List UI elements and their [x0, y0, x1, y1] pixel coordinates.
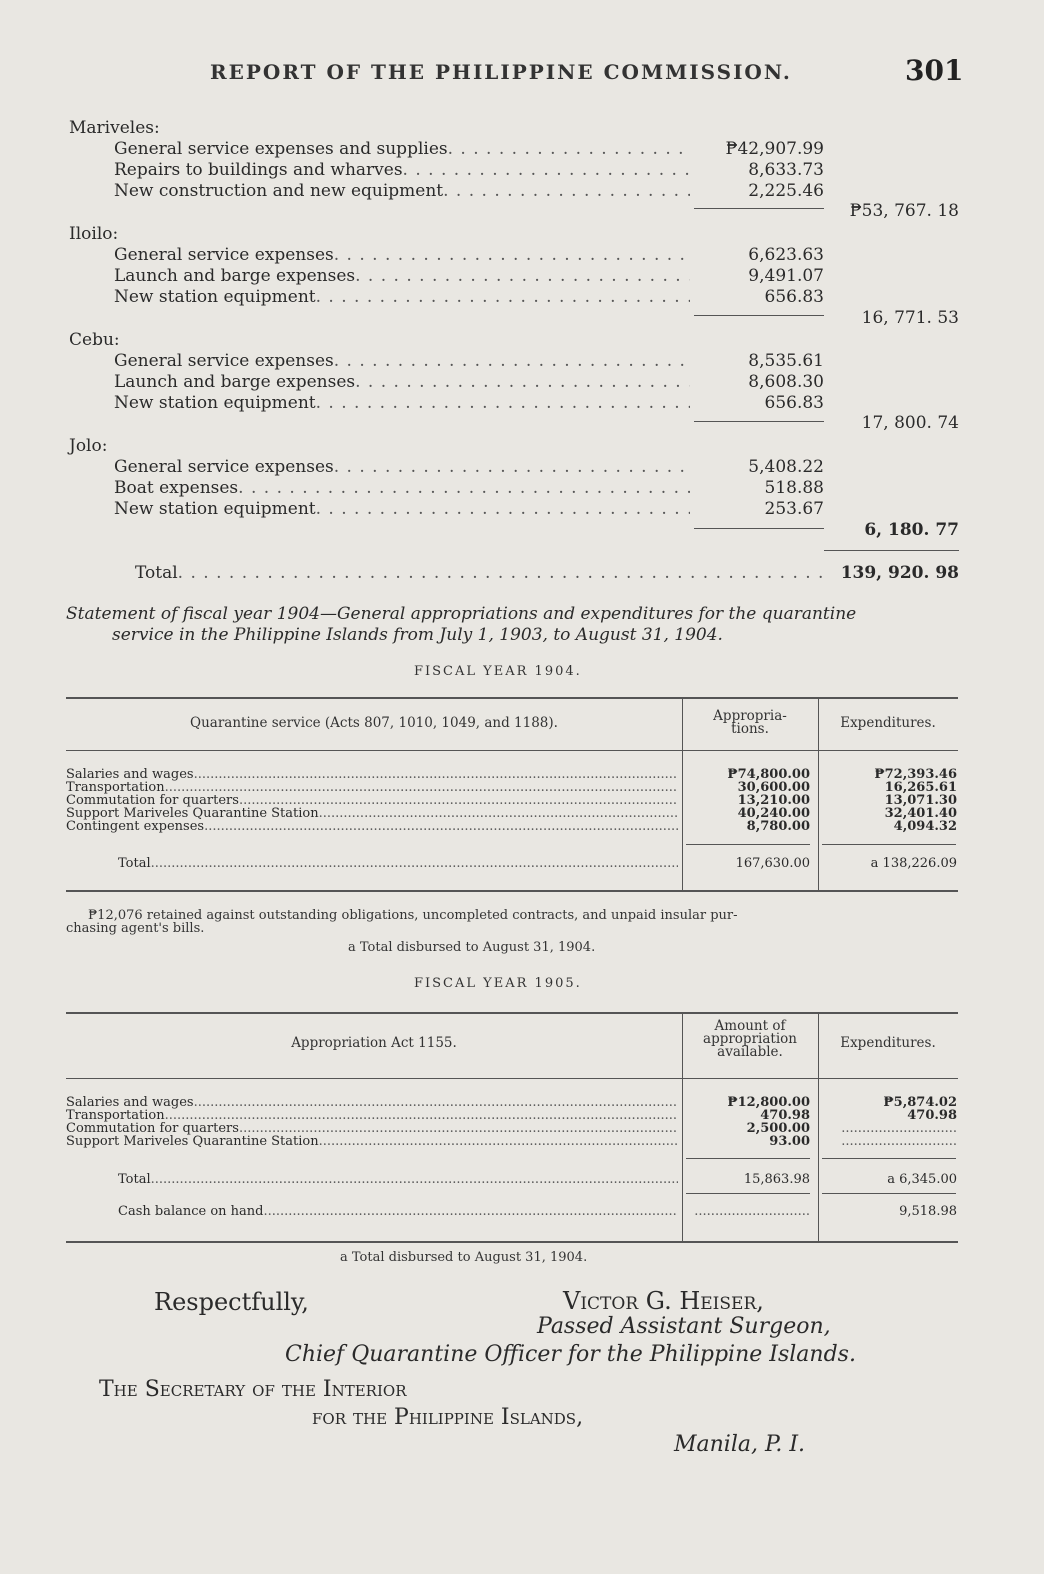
line-item: General service expenses . . . — [114, 457, 690, 477]
group-name: Mariveles: — [69, 118, 160, 138]
line-amount: ₱42,907.99 — [725, 139, 824, 159]
line-amount: 656.83 — [764, 393, 824, 413]
line-amount: 8,535.61 — [748, 351, 824, 371]
table-row: Commutation for quarters ..... 2,500.00 ............................ — [66, 1122, 958, 1135]
line-item: General service expenses . . . — [114, 351, 690, 371]
line-amount: 8,608.30 — [748, 372, 824, 392]
group-name: Jolo: — [69, 436, 108, 456]
col-header-expenditures: Expenditures. — [840, 1035, 936, 1051]
addressee-line2: for the Philippine Islands, — [312, 1405, 584, 1430]
signatory-name: Victor G. Heiser, — [563, 1287, 764, 1315]
line-item: General service expenses . . . — [114, 245, 690, 265]
table-row: Support Mariveles Quarantine Station ..... 93.00 ............................ — [66, 1135, 958, 1148]
retained-note: ₱12,076 retained against outstanding obligations, uncompleted contracts, and unpaid insular pur- chasing agent's bills. — [66, 908, 738, 936]
line-item: New station equipment . . . — [114, 287, 690, 307]
total-rule — [824, 550, 959, 551]
footnote: a Total disbursed to August 31, 1904. — [348, 940, 596, 955]
line-amount: 9,491.07 — [748, 266, 824, 286]
line-amount: 2,225.46 — [748, 181, 824, 201]
subtotal-rule — [694, 315, 824, 316]
fy1905-table — [66, 1012, 958, 1244]
col-header-amount-available: Amount of appropriation available. — [703, 1018, 797, 1060]
group-subtotal: 16, 771. 53 — [861, 308, 959, 328]
group-name: Cebu: — [69, 330, 120, 350]
fiscal-year-1905-title: FISCAL YEAR 1905. — [414, 976, 582, 991]
subtotal-rule — [694, 421, 824, 422]
statement-heading: Statement of fiscal year 1904—General appropriations and expenditures for the quarantine service in the Philippine Islands from July 1, 1903, to August 31, 1904. — [66, 604, 857, 645]
line-amount: 8,633.73 — [748, 160, 824, 180]
line-amount: 6,623.63 — [748, 245, 824, 265]
closing: Respectfully, — [154, 1288, 309, 1316]
summary-total-label: Total . . . — [135, 563, 825, 583]
table-row: Transportation ..... 30,600.00 16,265.61 — [66, 781, 958, 794]
table-row: Salaries and wages ..... ₱74,800.00 ₱72,393.46 — [66, 768, 958, 781]
fy1904-table — [66, 697, 958, 895]
line-item: General service expenses and supplies . . . — [114, 139, 690, 159]
addressee-place: Manila, P. I. — [674, 1432, 806, 1457]
running-header: REPORT OF THE PHILIPPINE COMMISSION. — [210, 60, 792, 84]
line-amount: 5,408.22 — [748, 457, 824, 477]
table-row: Salaries and wages ..... ₱12,800.00 ₱5,874.02 — [66, 1096, 958, 1109]
line-item: Repairs to buildings and wharves . . . — [114, 160, 690, 180]
line-item: New station equipment . . . — [114, 393, 690, 413]
group-subtotal: 6, 180. 77 — [864, 520, 959, 540]
subtotal-rule — [694, 528, 824, 529]
line-item: Launch and barge expenses . . . — [114, 266, 690, 286]
cash-balance-row: Cash balance on hand ..... ............................ 9,518.98 — [66, 1205, 958, 1218]
table-total-row: Total ..... 15,863.98 a 6,345.00 — [66, 1173, 958, 1186]
page-number: 301 — [905, 54, 964, 87]
fiscal-year-1904-title: FISCAL YEAR 1904. — [414, 664, 582, 679]
subtotal-rule — [694, 208, 824, 209]
footnote: a Total disbursed to August 31, 1904. — [340, 1250, 588, 1265]
col-header-appropriations: Appropria- tions. — [713, 708, 787, 737]
line-item: New station equipment . . . — [114, 499, 690, 519]
signatory-office: Chief Quarantine Officer for the Philippine Islands. — [285, 1342, 856, 1367]
col-header-expenditures: Expenditures. — [840, 715, 936, 731]
line-item: New construction and new equipment . . . — [114, 181, 690, 201]
summary-total-amount: 139, 920. 98 — [840, 563, 959, 583]
group-subtotal: ₱53, 767. 18 — [849, 201, 959, 221]
line-amount: 518.88 — [764, 478, 824, 498]
line-item: Boat expenses . . . — [114, 478, 690, 498]
line-item: Launch and barge expenses . . . — [114, 372, 690, 392]
group-name: Iloilo: — [69, 224, 119, 244]
group-subtotal: 17, 800. 74 — [861, 413, 959, 433]
table-total-row: Total ..... 167,630.00 a 138,226.09 — [66, 857, 958, 870]
table-row: Transportation ..... 470.98 470.98 — [66, 1109, 958, 1122]
table-row: Support Mariveles Quarantine Station ..... 40,240.00 32,401.40 — [66, 807, 958, 820]
addressee-line1: The Secretary of the Interior — [99, 1377, 407, 1402]
line-amount: 253.67 — [764, 499, 824, 519]
col-header-appropriation-act: Appropriation Act 1155. — [291, 1035, 457, 1051]
signatory-title: Passed Assistant Surgeon, — [537, 1314, 831, 1339]
table-row: Contingent expenses ..... 8,780.00 4,094.32 — [66, 820, 958, 833]
col-header-service: Quarantine service (Acts 807, 1010, 1049, and 1188). — [190, 715, 558, 731]
table-row: Commutation for quarters ..... 13,210.00 13,071.30 — [66, 794, 958, 807]
line-amount: 656.83 — [764, 287, 824, 307]
